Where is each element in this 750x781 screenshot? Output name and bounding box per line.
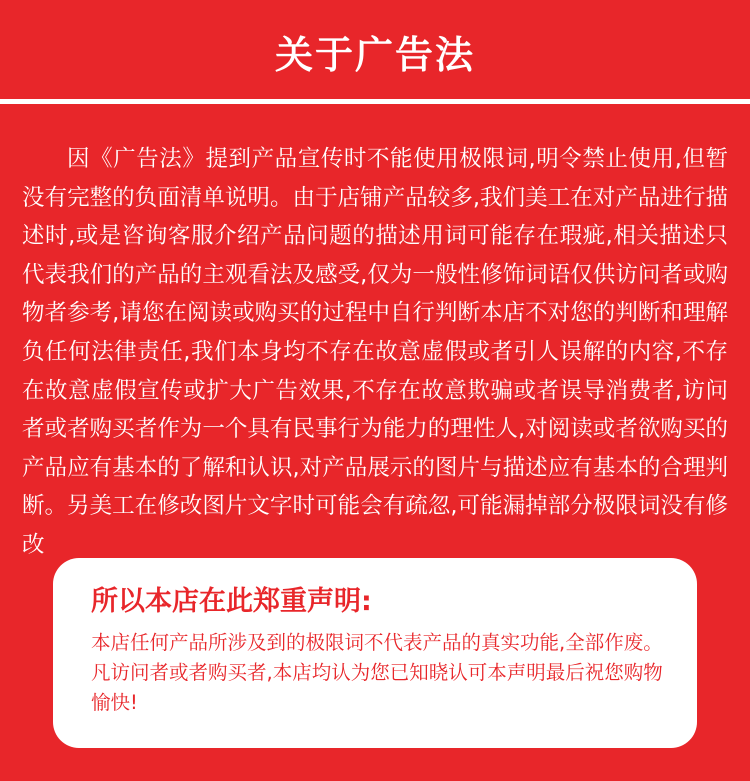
page-title: 关于广告法 [274, 33, 475, 77]
disclaimer-paragraph: 因《广告法》提到产品宣传时不能使用极限词,明令禁止使用,但暂没有完整的负面清单说明。由于店铺产品较多,我们美工在对产品进行描述时,或是咨询客服介绍产品问题的描述用词可能存在瑕疵,相关描述只代表我们的产品的主观看法及感受,仅为一般性修饰词语仅供访问者或购物者参考,请您在阅读或购买的过程中自行判断本店不对您的判断和理解负任何法律责任,我们本身均不存在故意虚假或者引人误解的内容,不存在故意虚假宣传或扩大广告效果,不存在故意欺骗或者误导消费者,访问者或者购买者作为一个具有民事行为能力的理性人,对阅读或者欲购买的产品应有基本的了解和认识,对产品展示的图片与描述应有基本的合理判断。另美工在修改图片文字时可能会有疏忽,可能漏掉部分极限词没有修改 [22, 146, 728, 558]
notice-text: 本店任何产品所涉及到的极限词不代表产品的真实功能,全部作废。凡访问者或者购买者,本店均认为您已知晓认可本声明最后祝您购物愉快! [91, 631, 663, 714]
notice-card [53, 558, 697, 748]
notice-heading: 所以本店在此郑重声明: [91, 586, 372, 617]
title-divider [0, 99, 750, 104]
